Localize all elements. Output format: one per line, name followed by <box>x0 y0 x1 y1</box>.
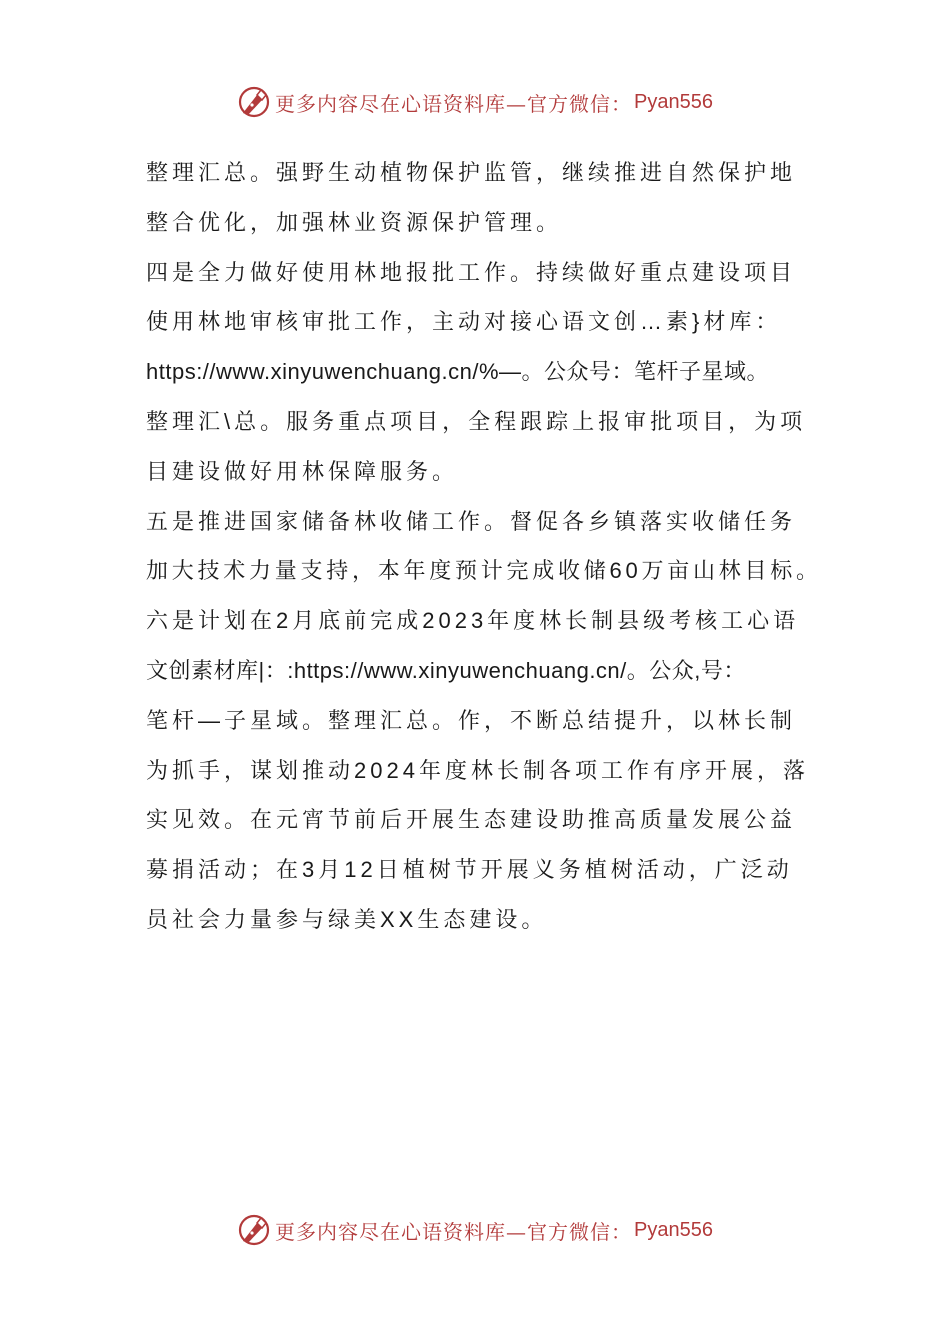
text-line: 募捐活动；在3月12日植树节开展义务植树活动，广泛动 <box>146 857 793 883</box>
pen-nib-logo-icon <box>237 1213 271 1247</box>
text-line: 实见效。在元宵节前后开展生态建设助推高质量发展公益 <box>146 807 797 833</box>
text-line: 整理汇\总。服务重点项目，全程跟踪上报审批项目，为项 <box>146 408 807 434</box>
text-line: 整理汇总。强野生动植物保护监管，继续推进自然保护地 <box>146 160 797 185</box>
text-line: 五是推进国家储备林收储工作。督促各乡镇落实收储任务 <box>146 508 797 534</box>
watermark-text: 更多内容尽在心语资料库—官方微信： <box>275 1219 633 1244</box>
text-line: 使用林地审核审批工作，主动对接心语文创…素}材库： <box>146 309 782 335</box>
text-line-url: https://www.xinyuwenchuang.cn/%—。公众号：笔杆子星域。 <box>146 359 770 385</box>
watermark-contact-id: Pyan556 <box>634 1218 713 1241</box>
watermark-text: 更多内容尽在心语资料库—官方微信： <box>275 91 633 116</box>
header-watermark-banner <box>0 82 950 122</box>
footer-watermark-banner <box>0 1210 950 1250</box>
text-line: 员社会力量参与绿美XX生态建设。 <box>146 906 548 932</box>
text-line: 六是计划在2月底前完成2023年度林长制县级考核工心语 <box>146 608 800 634</box>
text-line: 目建设做好用林保障服务。 <box>146 458 459 484</box>
text-line: 四是全力做好使用林地报批工作。持续做好重点建设项目 <box>146 259 797 285</box>
text-line: 为抓手，谋划推动2024年度林长制各项工作有序开展，落 <box>146 757 809 783</box>
text-line: 笔杆—子星域。整理汇总。作，不断总结提升，以林长制 <box>146 707 797 733</box>
text-line-url: 文创素材库|：:https://www.xinyuwenchuang.cn/。公众,号： <box>146 657 746 683</box>
document-body <box>146 148 822 945</box>
text-line: 整合优化，加强林业资源保护管理。 <box>146 209 563 235</box>
watermark-contact-id: Pyan556 <box>634 90 713 113</box>
text-line: 加大技术力量支持，本年度预计完成收储60万亩山林目标。 <box>146 558 822 584</box>
pen-nib-logo-icon <box>237 85 271 119</box>
